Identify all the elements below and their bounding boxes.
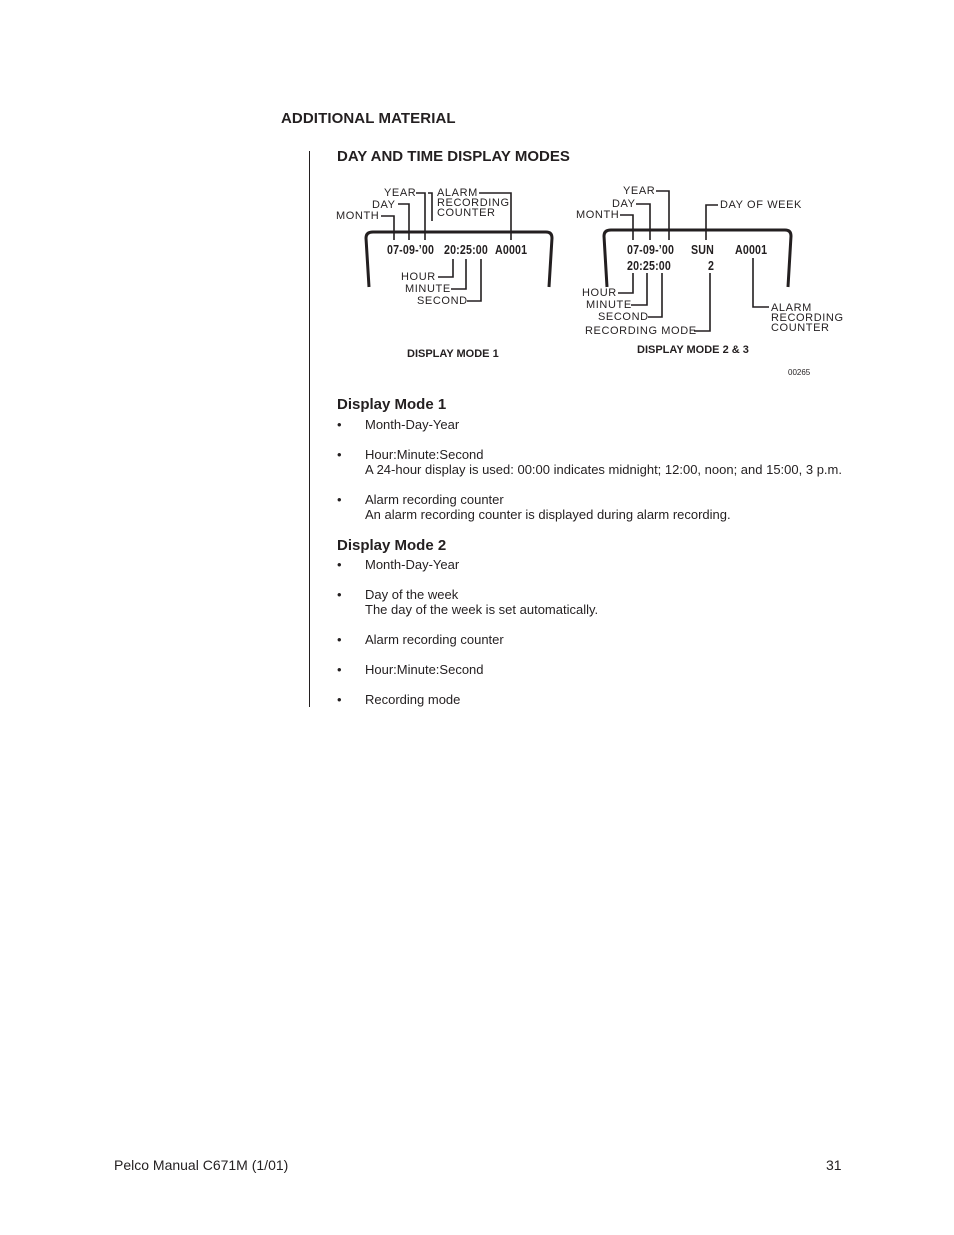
mode2-second-label: SECOND xyxy=(598,311,649,323)
mode2-year-leader xyxy=(656,191,669,240)
mode2-caption: DISPLAY MODE 2 & 3 xyxy=(637,344,749,356)
mode2-bullet-4: • xyxy=(337,662,342,677)
mode2-display-dow: SUN xyxy=(691,242,715,257)
mode1-display-date: 07-09-’00 xyxy=(387,242,435,257)
mode1-display-time: 20:25:00 xyxy=(444,242,488,257)
mode1-month-label: MONTH xyxy=(336,210,380,222)
mode1-item-2-title: Hour:Minute:Second xyxy=(365,447,484,462)
footer-manual-id: Pelco Manual C671M (1/01) xyxy=(114,1157,289,1173)
mode2-hour-leader xyxy=(618,273,633,293)
mode1-heading: Display Mode 1 xyxy=(337,396,447,413)
mode2-item-2-desc: The day of the week is set automatically. xyxy=(365,602,599,617)
mode2-alarm-label-2: RECORDING xyxy=(771,312,844,324)
mode1-year-label: YEAR xyxy=(384,187,417,199)
mode1-second-leader xyxy=(467,259,481,301)
mode2-display-counter: A0001 xyxy=(735,242,768,257)
mode1-month-leader xyxy=(381,216,394,240)
mode1-bullet-3: • xyxy=(337,492,342,507)
mode1-hour-label: HOUR xyxy=(401,271,436,283)
mode1-item-3-title: Alarm recording counter xyxy=(365,492,504,507)
mode2-day-leader xyxy=(636,204,650,240)
mode2-display-date: 07-09-’00 xyxy=(627,242,675,257)
mode1-screen-bracket xyxy=(366,232,552,287)
mode2-day-label: DAY xyxy=(612,198,636,210)
mode2-item-4-title: Hour:Minute:Second xyxy=(365,662,484,677)
mode2-month-leader xyxy=(620,215,633,240)
mode2-alarm-label-3: COUNTER xyxy=(771,322,830,334)
mode1-minute-label: MINUTE xyxy=(405,283,451,295)
mode2-display-time: 20:25:00 xyxy=(627,258,671,273)
mode2-heading: Display Mode 2 xyxy=(337,537,447,554)
mode1-item-3-desc: An alarm recording counter is displayed during alarm recording. xyxy=(365,507,731,522)
mode2-dow-leader xyxy=(706,205,718,240)
mode2-bullet-5: • xyxy=(337,692,342,707)
mode2-alarm-label-1: ALARM xyxy=(771,302,812,314)
mode2-recording-mode-label: RECORDING MODE xyxy=(585,325,697,337)
mode2-item-5-title: Recording mode xyxy=(365,692,461,707)
page-number: 31 xyxy=(826,1157,842,1173)
mode2-minute-label: MINUTE xyxy=(586,299,632,311)
mode2-second-leader xyxy=(648,273,662,317)
mode1-display-counter: A0001 xyxy=(495,242,528,257)
mode2-item-2-title: Day of the week xyxy=(365,587,459,602)
mode1-bullet-1: • xyxy=(337,417,342,432)
mode1-day-leader xyxy=(398,204,409,240)
mode1-alarm-label-3: COUNTER xyxy=(437,207,496,219)
mode2-recording-mode-leader xyxy=(694,273,710,331)
subsection-title: DAY AND TIME DISPLAY MODES xyxy=(337,148,570,165)
mode2-alarm-leader xyxy=(753,258,769,307)
mode2-display-mode: 2 xyxy=(708,258,715,273)
section-title: ADDITIONAL MATERIAL xyxy=(281,110,456,127)
mode1-hour-leader xyxy=(438,259,453,277)
mode2-item-3-title: Alarm recording counter xyxy=(365,632,504,647)
mode1-alarm-left-tick xyxy=(428,193,432,221)
mode2-bullet-1: • xyxy=(337,557,342,572)
mode1-alarm-label-2: RECORDING xyxy=(437,197,510,209)
mode2-year-label: YEAR xyxy=(623,185,656,197)
mode2-hour-label: HOUR xyxy=(582,287,617,299)
mode2-item-1-title: Month-Day-Year xyxy=(365,557,460,572)
mode1-caption: DISPLAY MODE 1 xyxy=(407,348,499,360)
mode2-bullet-3: • xyxy=(337,632,342,647)
mode2-month-label: MONTH xyxy=(576,209,620,221)
mode1-alarm-label-1: ALARM xyxy=(437,187,478,199)
mode1-second-label: SECOND xyxy=(417,295,468,307)
figure-number: 00265 xyxy=(788,368,811,377)
mode1-bullet-2: • xyxy=(337,447,342,462)
mode1-item-1-title: Month-Day-Year xyxy=(365,417,460,432)
mode2-bullet-2: • xyxy=(337,587,342,602)
mode1-day-label: DAY xyxy=(372,199,396,211)
mode1-item-2-desc: A 24-hour display is used: 00:00 indicates midnight; 12:00, noon; and 15:00, 3 p.m. xyxy=(365,462,842,477)
mode2-dow-label: DAY OF WEEK xyxy=(720,199,802,211)
